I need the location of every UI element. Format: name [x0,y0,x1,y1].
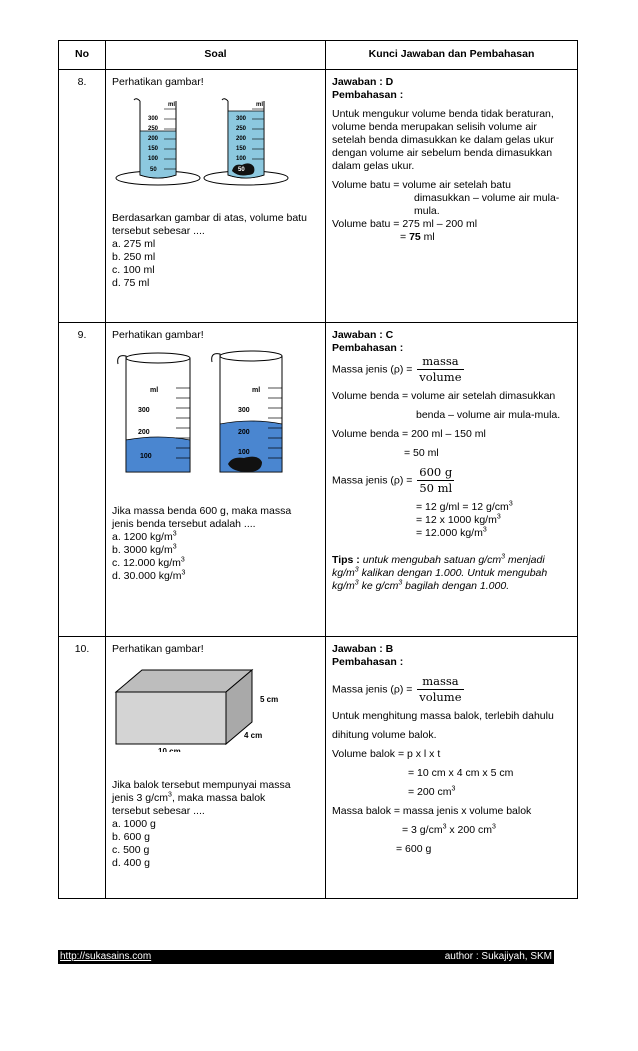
question-number: 10. [59,637,106,899]
superscript: 3 [354,566,359,574]
superscript: 3 [501,553,505,561]
fraction-numerator: massa [417,355,463,370]
result-line [332,527,571,540]
header-no: No [59,41,106,70]
tips-text: menjadi [504,554,545,566]
beaker2-tick: 200 [236,136,247,142]
question-text: Jika massa benda 600 g, maka massa [112,505,292,517]
question-intro: Perhatikan gambar! [112,76,204,88]
discussion-label: Pembahasan : [332,656,404,668]
option-a [112,531,319,544]
beaker2-tick: 150 [236,146,247,152]
superscript: 3 [172,530,177,538]
question-row-10 [59,637,578,899]
question-intro: Perhatikan gambar! [112,329,204,341]
calc-result [332,231,571,244]
superscript: 3 [508,500,513,508]
option-d: d. 75 ml [112,277,150,289]
option-a-text: a. 1200 kg/m [112,531,173,543]
beaker1-tick: 150 [148,146,159,152]
density-formula [332,675,571,704]
calc-result-eq: = [400,231,410,243]
dimension-width: 4 cm [244,731,263,740]
beaker1-tick: 300 [138,407,150,414]
calc-line: Volume benda = 200 ml – 150 ml [332,428,486,440]
tips-text: kalikan dengan 1.000. Untuk mengubah [358,567,548,579]
calc-result-unit: ml [420,231,435,243]
question-table [58,40,578,899]
option-c-text: c. 12.000 kg/m [112,557,181,569]
question-text-part: , maka massa balok [171,792,266,804]
calc-line: Volume batu = 275 ml – 200 ml [332,218,478,230]
option-c [112,557,319,570]
beaker1-tick: 100 [148,156,159,162]
tips-text: bagilah dengan 1.000. [402,580,510,592]
option-b-text: b. 3000 kg/m [112,544,173,556]
header-row [59,41,578,70]
tips-text: kg/m [332,567,355,579]
calc-line: Volume batu = volume air setelah batu [332,179,511,191]
block-figure-q10 [112,662,319,755]
calc-line: benda – volume air mula-mula. [416,409,561,421]
question-number: 9. [59,323,106,637]
question-text-part: jenis 3 g/cm [112,792,169,804]
result-text: = 12 x 1000 kg/m [416,514,497,526]
tips-line [332,567,571,580]
superscript: 3 [172,543,177,551]
calc-line [332,786,571,799]
superscript: 3 [442,823,447,831]
calc-line: Volume balok = p x l x t [332,748,441,760]
result-text: = 12 g/ml = 12 g/cm [416,501,509,513]
formula-label: Massa jenis (ρ) = [332,363,416,376]
beaker2-unit: ml [252,387,261,394]
calc-text: = 200 cm [408,786,452,798]
beaker1-tick: 200 [138,429,150,436]
option-b: b. 600 g [112,831,150,843]
calc-line: dihitung volume balok. [332,729,437,741]
explanation-line: dengan volume air sebelum benda dimasukkan [332,147,553,159]
calc-result-value: 75 [409,231,421,243]
beaker2-tick: 50 [238,167,245,173]
calc-line: mula. [414,205,440,217]
question-cell [106,637,326,899]
beaker1-unit: ml [150,387,159,394]
tips-text: untuk mengubah satuan g/cm [362,554,502,566]
question-text [112,792,319,805]
dimension-height: 5 cm [260,695,279,704]
fraction-denominator: 50 ml [419,481,453,495]
superscript: 3 [354,579,359,587]
question-text: tersebut sebesar .... [112,225,205,237]
calc-line: = 50 ml [404,447,439,459]
discussion-label: Pembahasan : [332,342,404,354]
answer-cell [326,323,578,637]
calc-line [332,824,571,837]
header-soal: Soal [106,41,326,70]
calc-text: x 200 cm [446,824,492,836]
beaker2-tick: 200 [238,429,250,436]
fraction [417,466,454,495]
superscript: 3 [398,579,403,587]
answer-key: Jawaban : B [332,643,394,655]
option-b: b. 250 ml [112,251,156,263]
footer-link[interactable]: http://sukasains.com [60,951,152,962]
question-text: Berdasarkan gambar di atas, volume batu [112,212,307,224]
tips-line [332,580,571,593]
calc-line: Massa balok = massa jenis x volume balok [332,805,532,817]
formula-label: Massa jenis (ρ) = [332,474,416,487]
beaker1-tick: 300 [148,116,159,122]
result-text: = 12.000 kg/m [416,527,483,539]
calc-line: Volume benda = volume air setelah dimasukkan [332,390,556,402]
calc-line: dimasukkan – volume air mula- [414,192,560,204]
beaker2-tick: 100 [238,449,250,456]
beaker1-tick: 50 [150,167,157,173]
beakers-illustration [112,348,292,476]
question-text: jenis benda tersebut adalah .... [112,518,256,530]
option-b [112,544,319,557]
beaker2-tick: 300 [236,116,247,122]
beakers-illustration [112,95,292,187]
tips-label: Tips : [332,554,363,566]
fraction-numerator: 600 g [419,465,453,479]
superscript: 3 [482,526,487,534]
density-calc [332,466,571,495]
superscript: 3 [451,785,456,793]
superscript: 3 [181,569,186,577]
beaker2-tick: 300 [238,407,250,414]
result-line [332,514,571,527]
superscript: 3 [492,823,496,831]
option-d-text: d. 30.000 kg/m [112,570,182,582]
answer-cell [326,637,578,899]
density-formula [332,355,571,384]
fraction [417,675,463,704]
option-c: c. 100 ml [112,264,155,276]
footer-author: author : Sukajiyah, SKM [444,951,552,962]
answer-key: Jawaban : C [332,329,394,341]
beaker1-tick: 200 [148,136,159,142]
answer-key: Jawaban : D [332,76,394,88]
question-cell [106,323,326,637]
tips-line [332,554,571,567]
formula-label: Massa jenis (ρ) = [332,683,416,696]
superscript: 3 [168,791,172,799]
question-text: tersebut sebesar .... [112,805,205,817]
explanation-line: setelah benda dimasukkan ke dalam gelas ukur [332,134,554,146]
option-c: c. 500 g [112,844,150,856]
fraction [417,355,463,384]
question-cell [106,70,326,323]
calc-line: = 10 cm x 4 cm x 5 cm [408,767,514,779]
explanation-line: dalam gelas ukur. [332,160,415,172]
superscript: 3 [496,513,501,521]
option-a: a. 1000 g [112,818,156,830]
question-number: 8. [59,70,106,323]
beaker1-unit: ml [168,102,176,108]
page-footer [58,950,554,964]
beaker2-unit: ml [256,102,264,108]
option-a: a. 275 ml [112,238,156,250]
beaker1-tick: 250 [148,126,159,132]
explanation-line: Untuk mengukur volume benda tidak beraturan, [332,108,554,120]
beakers-figure-q8 [112,95,319,190]
question-text: Jika balok tersebut mempunyai massa [112,779,291,791]
beakers-figure-q9 [112,348,319,479]
question-row-9 [59,323,578,637]
option-d: d. 400 g [112,857,150,869]
fraction-numerator: massa [417,675,463,690]
calc-text: = 3 g/cm [402,824,443,836]
fraction-denominator: volume [419,370,462,384]
question-intro: Perhatikan gambar! [112,643,204,655]
header-kunci: Kunci Jawaban dan Pembahasan [326,41,578,70]
result-line [332,501,571,514]
beaker2-tick: 250 [236,126,247,132]
beaker1-tick: 100 [140,453,152,460]
block-illustration [112,662,292,752]
answer-cell [326,70,578,323]
tips-text: ke g/cm [358,580,399,592]
tips-text: kg/m [332,580,355,592]
fraction-denominator: volume [419,690,462,704]
option-d [112,570,319,583]
discussion-label: Pembahasan : [332,89,404,101]
calc-line: Untuk menghitung massa balok, terlebih dahulu [332,710,554,722]
dimension-length: 10 cm [158,747,181,752]
superscript: 3 [180,556,185,564]
question-row-8 [59,70,578,323]
beaker2-tick: 100 [236,156,247,162]
explanation-line: volume benda merupakan selisih volume air [332,121,537,133]
calc-line: = 600 g [396,843,432,855]
